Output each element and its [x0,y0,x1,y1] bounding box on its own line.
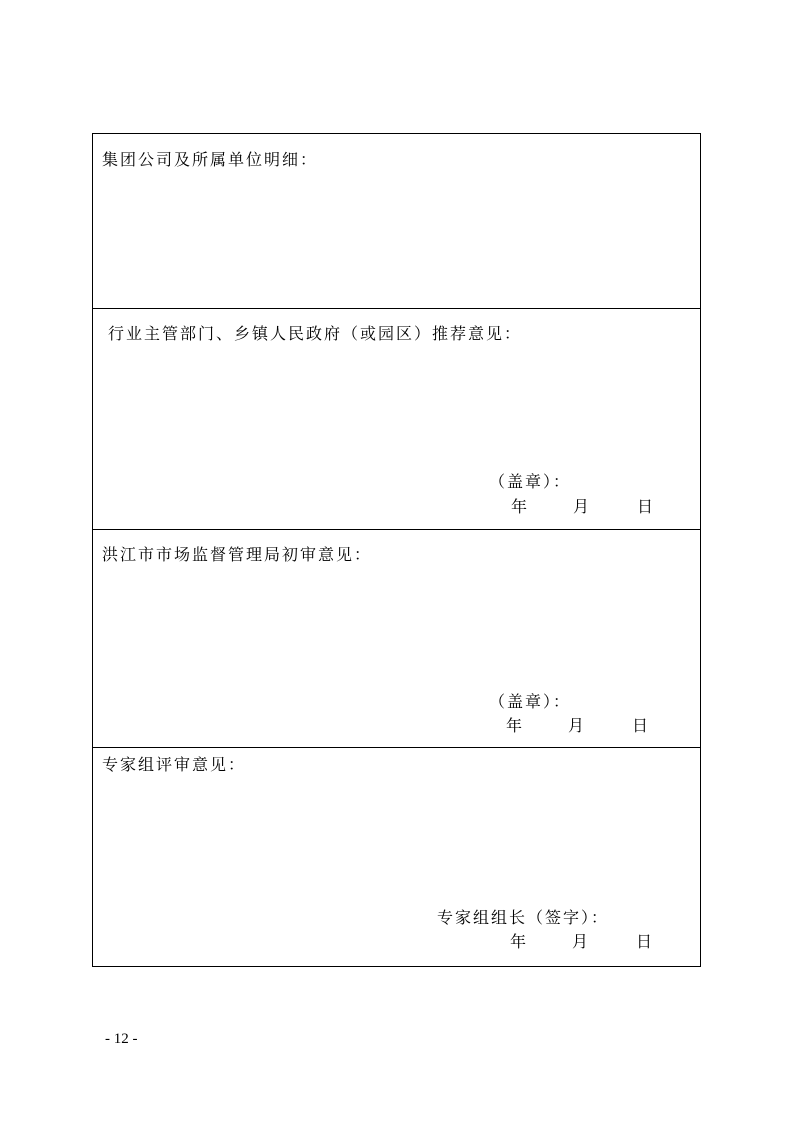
month-label: 月 [573,497,590,516]
group-details-section [93,134,700,308]
signature-label: 专家组组长（签字）： [437,908,610,927]
group-details-heading: 集团公司及所属单位明细： [102,150,319,169]
expert-review-section [93,747,700,966]
application-form-table [92,133,701,967]
year-label: 年 [511,497,528,516]
day-label: 日 [636,932,653,951]
year-label: 年 [510,932,527,951]
month-label: 月 [568,716,585,735]
year-label: 年 [506,716,523,735]
market-supervision-review-section [93,529,700,747]
expert-review-heading: 专家组评审意见： [102,755,247,774]
department-recommendation-heading: 行业主管部门、乡镇人民政府（或园区）推荐意见： [108,324,523,343]
market-supervision-review-heading: 洪江市市场监督管理局初审意见： [102,545,373,564]
day-label: 日 [637,497,654,516]
page-number: - 12 - [105,1031,138,1047]
day-label: 日 [632,716,649,735]
seal-label: （盖章）： [489,472,572,491]
month-label: 月 [572,932,589,951]
department-recommendation-section [93,308,700,529]
seal-label: （盖章）： [489,692,572,711]
